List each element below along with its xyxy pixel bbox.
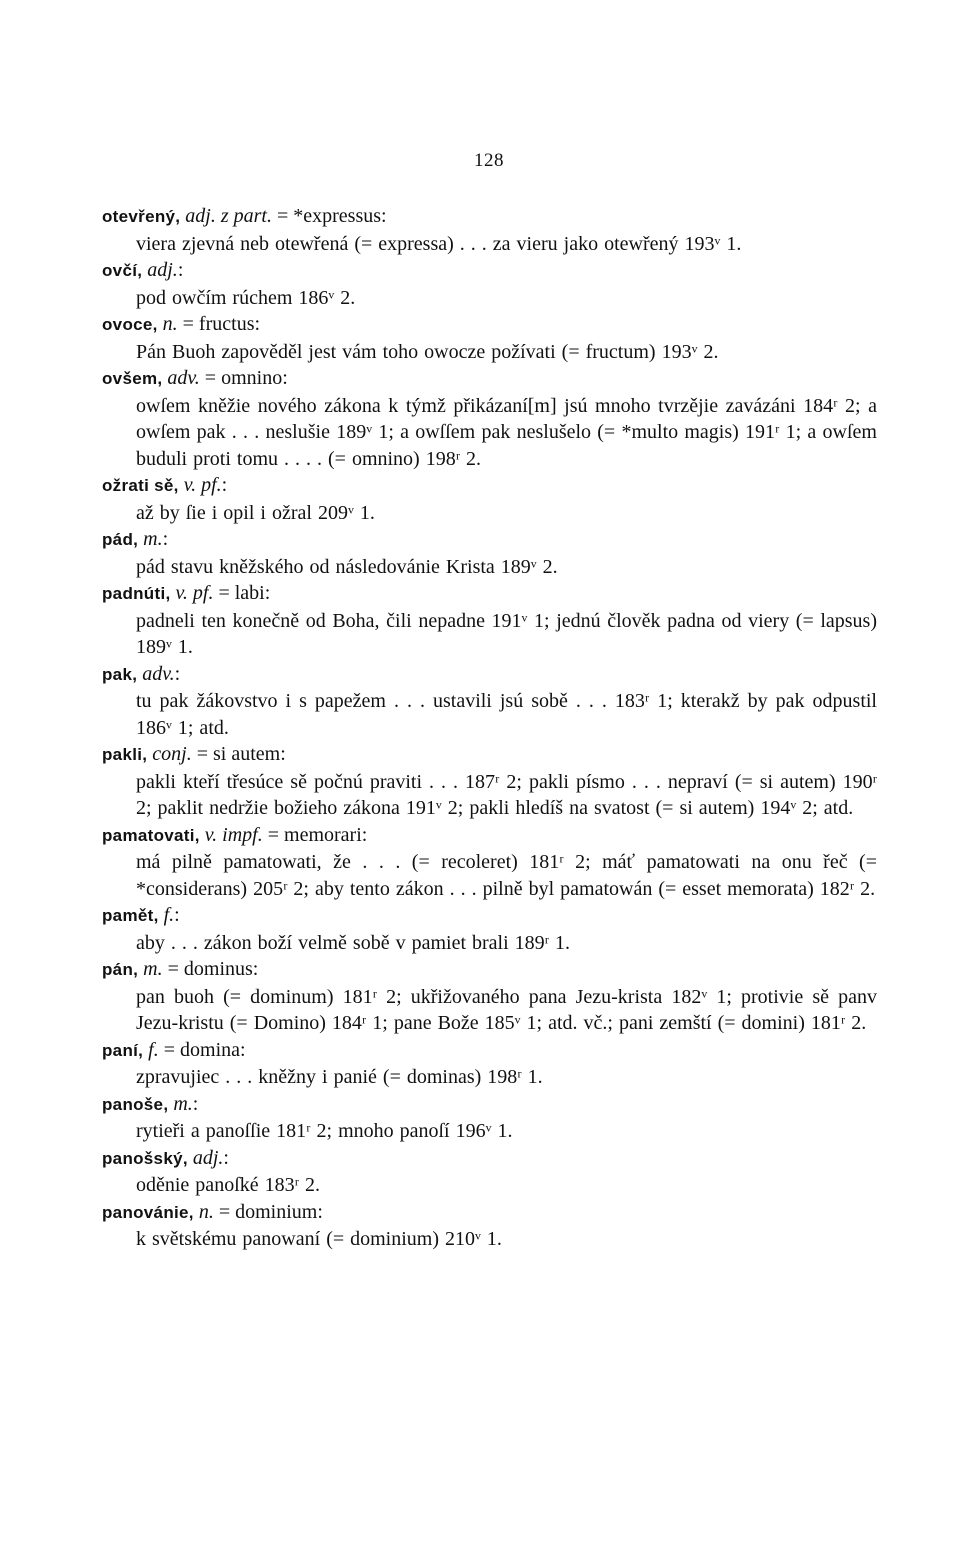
citation: pod owčím rúchem 186ᵛ 2. xyxy=(136,286,356,309)
latin-gloss: = memorari: xyxy=(267,823,368,846)
grammar-label: v. impf. xyxy=(204,823,263,846)
citation: owſem kněžie nového zákona k týmž přikázaní[m] jsú mnoho tvrzějie zavázáni 184ʳ 2; a owſem pak . . . neslušie 189ᵛ 1; a owſſem pak neslušelo (= *multo magis) 191ʳ 1; a owſem buduli proti tomu . . . . (= omnino) 198ʳ 2. xyxy=(136,394,877,470)
grammar-label: v. pf. xyxy=(183,474,222,496)
latin-gloss: = dominium: xyxy=(218,1200,323,1223)
dictionary-entries xyxy=(102,203,877,1253)
grammar-label: n. xyxy=(162,313,178,335)
latin-gloss: : xyxy=(177,259,184,281)
latin-gloss: = fructus: xyxy=(182,313,261,335)
grammar-label: f. xyxy=(163,904,175,926)
grammar-label: adj. z part. xyxy=(185,205,272,227)
entry xyxy=(102,1145,877,1199)
citation: k světskému panowaní (= dominium) 210ᵛ 1. xyxy=(136,1228,502,1250)
grammar-label: m. xyxy=(143,958,163,980)
latin-gloss: : xyxy=(174,662,181,685)
lemma: pamatovati, xyxy=(102,825,200,845)
latin-gloss: = domina: xyxy=(163,1038,246,1061)
grammar-label: m. xyxy=(143,528,163,550)
entry-headline xyxy=(102,526,877,554)
entry xyxy=(102,956,877,1037)
grammar-label: m. xyxy=(173,1092,193,1115)
entry-headline xyxy=(102,203,877,231)
citation: Pán Buoh zapověděl jest vám toho owocze požívati (= fructum) 193ᵛ 2. xyxy=(136,340,719,363)
citation: rytieři a panoſſie 181ʳ 2; mnoho panoſí 196ᵛ 1. xyxy=(136,1120,513,1142)
entry-headline xyxy=(102,902,877,930)
citation: padneli ten konečně od Boha, čili nepadne 191ᵛ 1; jednú člověk padna od viery (= lapsus) 189ᵛ 1. xyxy=(136,609,877,658)
latin-gloss: = labi: xyxy=(218,582,271,604)
lemma: ovoce, xyxy=(102,315,158,334)
lemma: pak, xyxy=(102,664,138,684)
entry-headline xyxy=(102,257,877,285)
grammar-label: adv. xyxy=(167,367,200,389)
entry-headline xyxy=(102,580,877,608)
entry-headline xyxy=(102,365,877,393)
entry xyxy=(102,526,877,580)
citation: má pilně pamatowati, že . . . (= recoleret) 181ʳ 2; máť pamatowati na onu řeč (= *considerans) 205ʳ 2; aby tento zákon . . . pilně byl pamatowán (= esset memorata) 182ʳ 2. xyxy=(136,851,877,900)
lemma: pád, xyxy=(102,530,139,549)
latin-gloss: = *expressus: xyxy=(276,205,387,227)
grammar-label: v. pf. xyxy=(175,582,214,604)
entry-headline xyxy=(102,741,877,769)
lemma: ovšem, xyxy=(102,369,163,388)
citation: tu pak žákovstvo i s papežem . . . ustavili jsú sobě . . . 183ʳ 1; kterakž by pak odpustil 186ᵛ 1; atd. xyxy=(136,690,877,739)
entry-headline xyxy=(102,1037,877,1065)
entry-headline xyxy=(102,661,877,689)
latin-gloss: : xyxy=(221,474,228,496)
entry xyxy=(102,1037,877,1091)
entry-headline xyxy=(102,822,877,850)
lemma: pán, xyxy=(102,960,139,979)
entry-headline xyxy=(102,472,877,500)
lemma: padnúti, xyxy=(102,584,171,603)
citation: oděnie panoſké 183ʳ 2. xyxy=(136,1174,320,1196)
grammar-label: adj. xyxy=(192,1146,224,1169)
entry-headline xyxy=(102,311,877,339)
lemma: paní, xyxy=(102,1040,144,1060)
entry xyxy=(102,661,877,742)
citation: pád stavu kněžského od následovánie Krista 189ᵛ 2. xyxy=(136,555,558,578)
entry xyxy=(102,902,877,956)
lemma: ovčí, xyxy=(102,261,143,280)
entry xyxy=(102,580,877,661)
lemma: panovánie, xyxy=(102,1202,194,1222)
entry xyxy=(102,311,877,365)
entry xyxy=(102,1199,877,1253)
latin-gloss: : xyxy=(223,1146,229,1169)
citation: zpravujiec . . . kněžny i panié (= dominas) 198ʳ 1. xyxy=(136,1066,543,1088)
grammar-label: n. xyxy=(198,1200,214,1223)
citation: až by ſie i opil i ožral 209ᵛ 1. xyxy=(136,501,375,524)
lemma: otevřený, xyxy=(102,207,181,226)
entry xyxy=(102,365,877,472)
grammar-label: f. xyxy=(148,1038,159,1061)
entry xyxy=(102,257,877,311)
citation: pakli kteří třesúce sě počnú praviti . . . 187ʳ 2; pakli písmo . . . nepraví (= si autem) 190ʳ 2; paklit nedržie božieho zákona 191ᵛ 2; pakli hledíš na svatost (= si autem) 194ᵛ 2; atd. xyxy=(136,770,877,819)
latin-gloss: = dominus: xyxy=(167,958,259,980)
grammar-label: adv. xyxy=(142,662,175,685)
lemma: panoše, xyxy=(102,1094,169,1114)
lemma: pakli, xyxy=(102,745,148,764)
citation: viera zjevná neb otewřená (= expressa) . . . za vieru jako otewřený 193ᵛ 1. xyxy=(136,232,742,255)
latin-gloss: = si autem: xyxy=(196,743,286,765)
entry xyxy=(102,822,877,903)
page-number: 128 xyxy=(474,150,504,171)
entry-headline xyxy=(102,956,877,984)
entry xyxy=(102,741,877,822)
entry xyxy=(102,472,877,526)
latin-gloss: : xyxy=(174,904,180,926)
entry-headline xyxy=(102,1199,877,1227)
grammar-label: adj. xyxy=(147,259,178,281)
entry-headline xyxy=(102,1145,877,1173)
citation: pan buoh (= dominum) 181ʳ 2; ukřižovaného pana Jezu-krista 182ᵛ 1; protivie sě panv Jezu-kristu (= Domino) 184ʳ 1; pane Bože 185ᵛ 1; atd. vč.; pani zemští (= domini) 181ʳ 2. xyxy=(136,985,877,1034)
grammar-label: conj. xyxy=(152,743,192,765)
entry xyxy=(102,203,877,257)
lemma: ožrati sě, xyxy=(102,476,179,495)
latin-gloss: = omnino: xyxy=(204,367,288,389)
entry-headline xyxy=(102,1091,877,1119)
lemma: panošský, xyxy=(102,1148,188,1168)
latin-gloss: : xyxy=(192,1092,199,1115)
lemma: pamět, xyxy=(102,906,159,925)
entry xyxy=(102,1091,877,1145)
latin-gloss: : xyxy=(162,528,169,550)
citation: aby . . . zákon boží velmě sobě v pamiet brali 189ʳ 1. xyxy=(136,931,571,954)
